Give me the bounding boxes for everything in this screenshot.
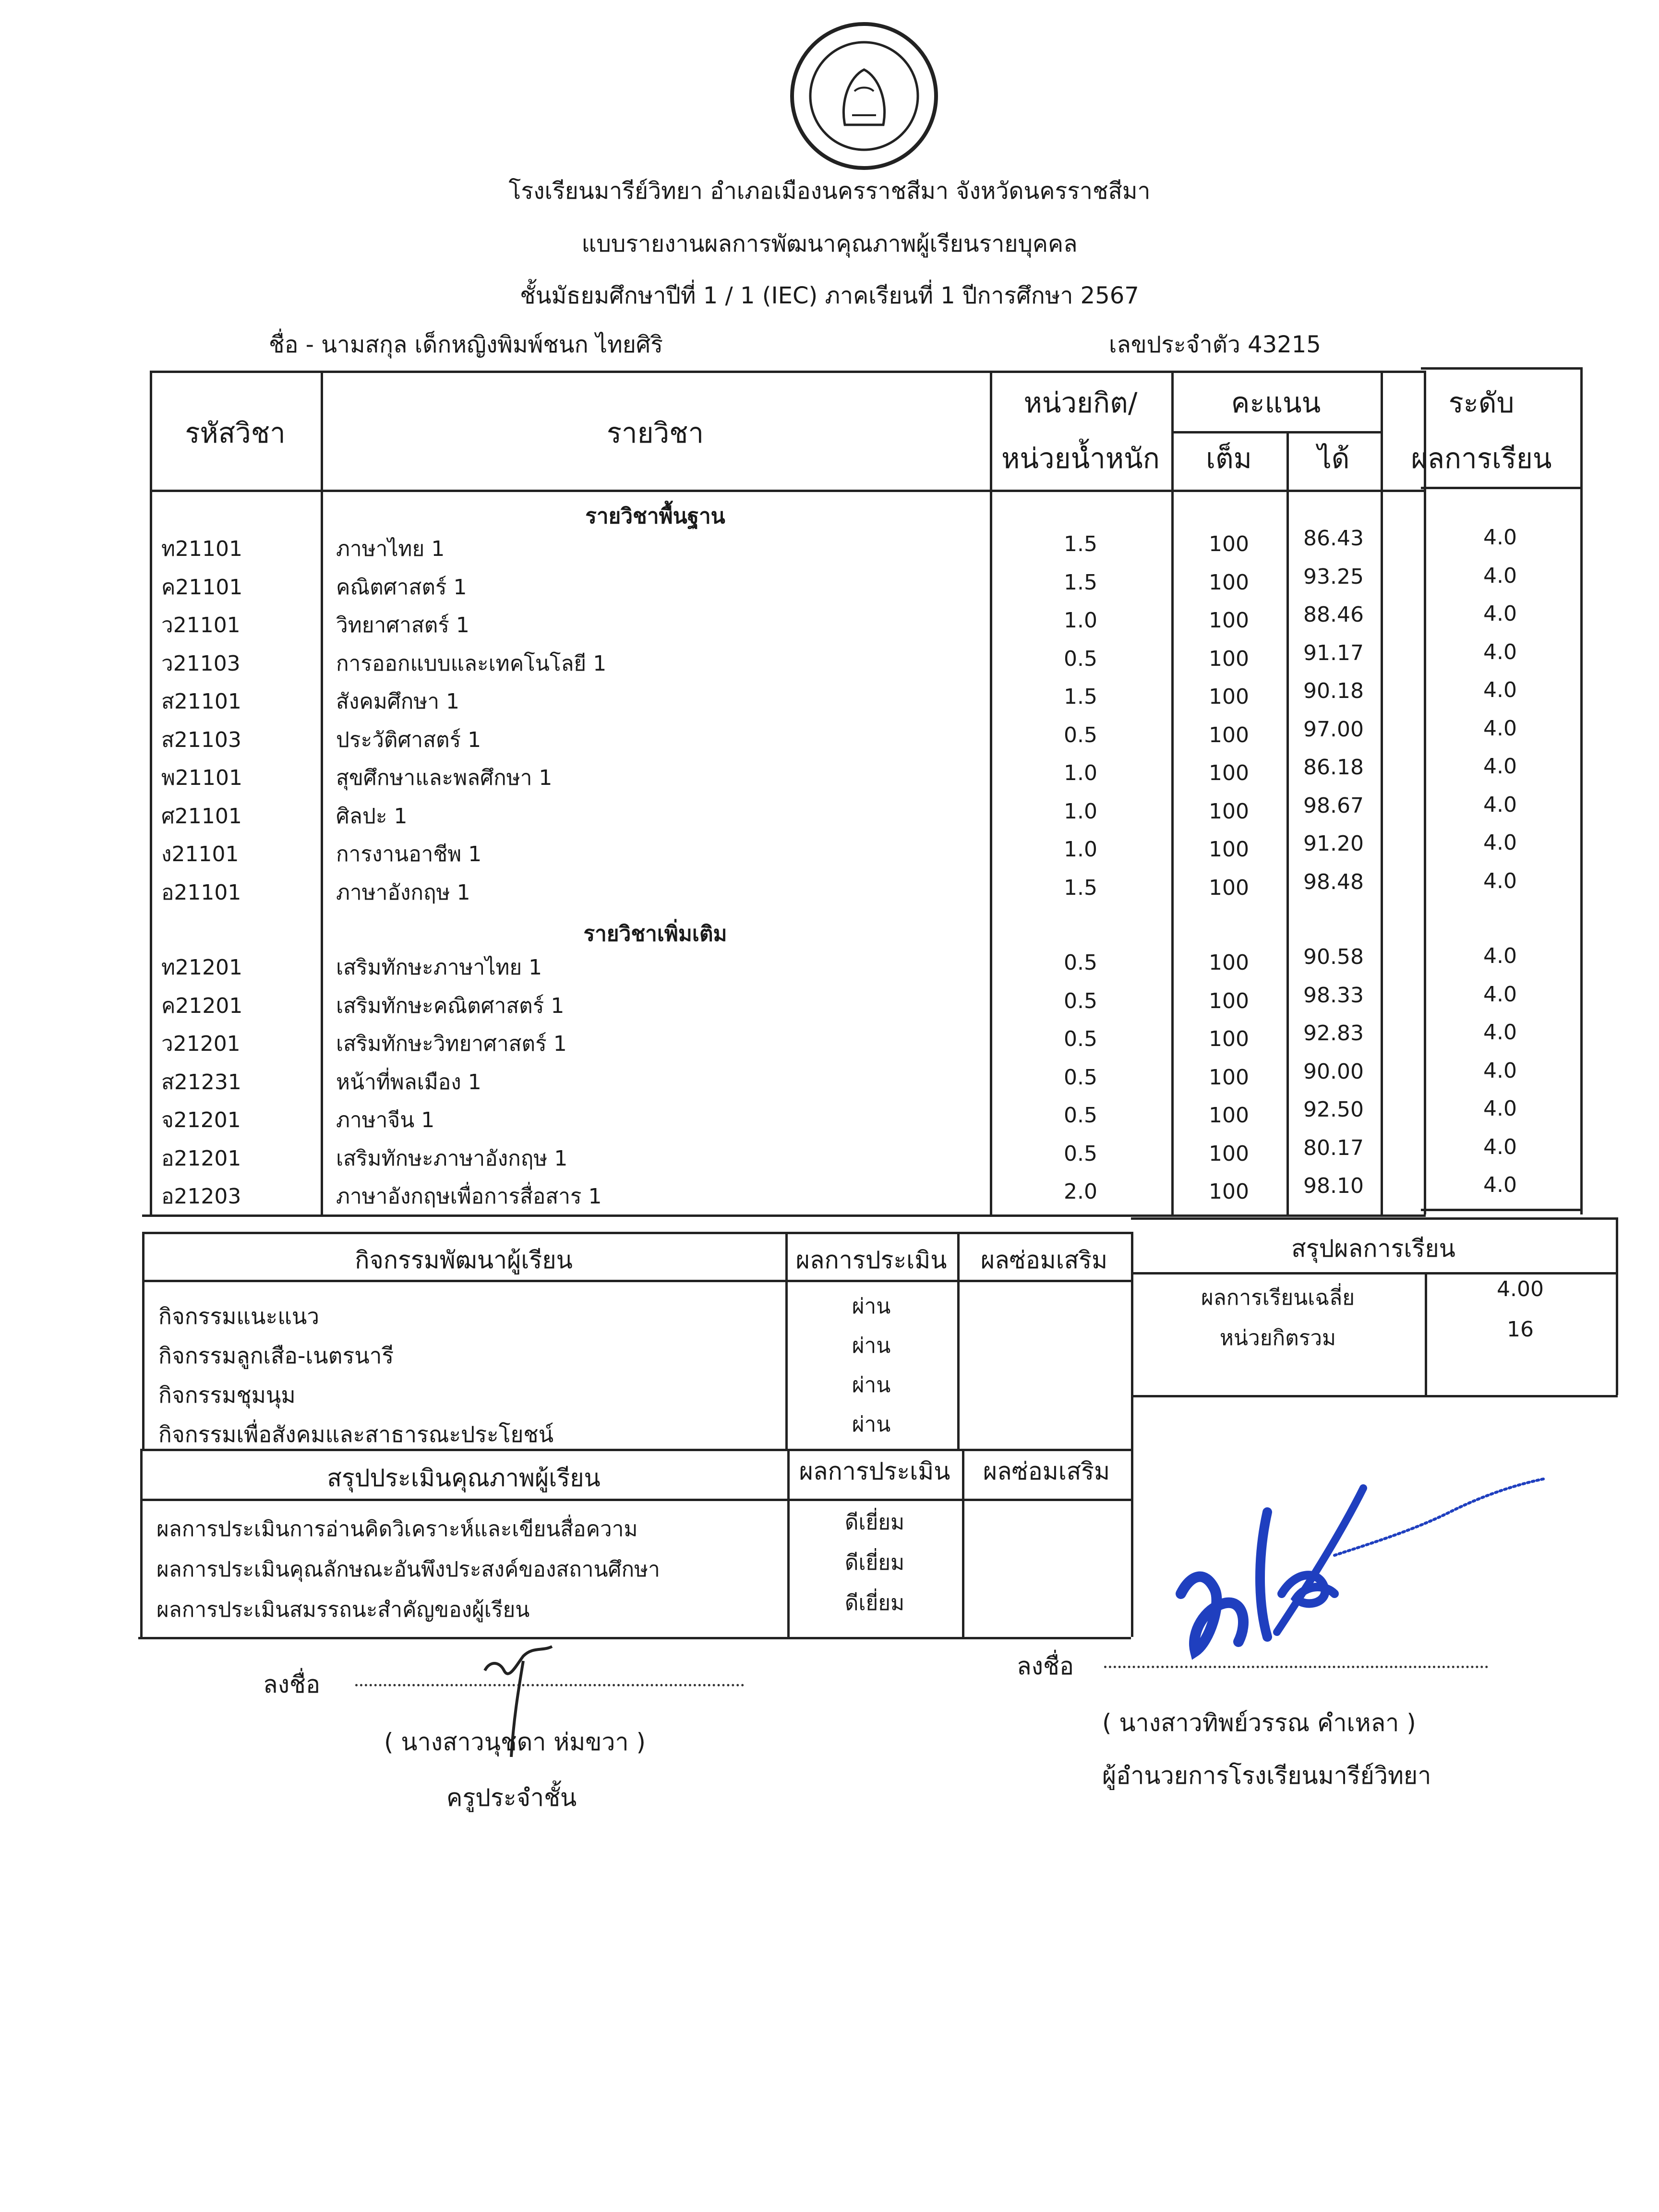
full-score: 100	[1209, 722, 1249, 747]
quality-header-repair: ผลซ่อมเสริม	[983, 1457, 1110, 1485]
full-score: 100	[1209, 988, 1249, 1013]
credit-value: 0.5	[1064, 1065, 1097, 1090]
section-title-additional: รายวิชาเพิ่มเติม	[583, 922, 727, 946]
credit-value: 2.0	[1064, 1179, 1097, 1204]
full-score: 100	[1209, 685, 1249, 709]
left-signer-name: ( นางสาวนุชดา ห่มขวา )	[384, 1728, 646, 1756]
grade-level: 4.0	[1483, 1058, 1517, 1083]
subject-name: ภาษาอังกฤษเพื่อการสื่อสาร 1	[336, 1184, 602, 1209]
section-title-basic: รายวิชาพื้นฐาน	[585, 504, 725, 529]
right-signer-position: ผู้อำนวยการโรงเรียนมารีย์วิทยา	[1102, 1762, 1431, 1790]
full-score: 100	[1209, 875, 1249, 900]
right-signature-mark	[1162, 1450, 1555, 1671]
got-score: 90.00	[1303, 1059, 1364, 1084]
activities-header-result: ผลการประเมิน	[795, 1246, 947, 1274]
got-score: 80.17	[1303, 1135, 1364, 1160]
subject-name: ประวัติศาสตร์ 1	[336, 727, 481, 752]
subject-name: ศิลปะ 1	[336, 804, 408, 829]
student-id: เลขประจำตัว 43215	[1109, 331, 1321, 358]
quality-name: ผลการประเมินสมรรถนะสำคัญของผู้เรียน	[156, 1598, 530, 1622]
grade-level: 4.0	[1483, 639, 1517, 664]
full-score: 100	[1209, 1179, 1249, 1204]
full-score: 100	[1209, 570, 1249, 595]
left-signer-position: ครูประจำชั้น	[446, 1784, 577, 1812]
summary-credits-label: หน่วยกิตรวม	[1219, 1326, 1336, 1350]
quality-name: ผลการประเมินคุณลักษณะอันพึงประสงค์ของสถานศึกษา	[156, 1557, 660, 1582]
subject-code: ค21201	[161, 993, 243, 1018]
got-score: 86.18	[1303, 755, 1364, 780]
got-score: 97.00	[1303, 717, 1364, 742]
credit-value: 0.5	[1064, 988, 1097, 1013]
got-score: 98.48	[1303, 869, 1364, 894]
grade-level: 4.0	[1483, 1173, 1517, 1197]
col-header-score: คะแนน	[1231, 386, 1321, 419]
col-header-credit-1: หน่วยกิต/	[1023, 386, 1138, 419]
credit-value: 1.0	[1064, 837, 1097, 862]
activities-header-repair: ผลซ่อมเสริม	[980, 1246, 1108, 1274]
credit-value: 0.5	[1064, 722, 1097, 747]
subject-code: อ21203	[161, 1184, 241, 1209]
activity-result: ผ่าน	[852, 1334, 891, 1358]
activity-result: ผ่าน	[852, 1412, 891, 1437]
col-header-credit-2: หน่วยน้ำหนัก	[1001, 442, 1160, 475]
activity-result: ผ่าน	[852, 1373, 891, 1397]
got-score: 91.17	[1303, 640, 1364, 665]
col-header-level-2: ผลการเรียน	[1411, 442, 1552, 475]
got-score: 98.67	[1303, 793, 1364, 818]
got-score: 98.33	[1303, 983, 1364, 1008]
subject-code: ศ21101	[161, 804, 242, 829]
got-score: 93.25	[1303, 564, 1364, 589]
quality-header-result: ผลการประเมิน	[799, 1457, 950, 1485]
subject-code: ส21101	[161, 689, 241, 714]
col-header-got: ได้	[1317, 442, 1350, 475]
subject-name: วิทยาศาสตร์ 1	[336, 613, 469, 637]
credit-value: 1.5	[1064, 570, 1097, 595]
quality-result: ดีเยี่ยม	[844, 1551, 905, 1575]
subject-code: ว21201	[161, 1032, 240, 1056]
subject-name: ภาษาจีน 1	[336, 1108, 435, 1132]
got-score: 86.43	[1303, 526, 1364, 551]
full-score: 100	[1209, 761, 1249, 785]
summary-gpa-label: ผลการเรียนเฉลี่ย	[1201, 1286, 1355, 1310]
activity-name: กิจกรรมลูกเสือ-เนตรนารี	[158, 1343, 394, 1369]
activity-name: กิจกรรมเพื่อสังคมและสาธารณะประโยชน์	[158, 1421, 554, 1447]
quality-result: ดีเยี่ยม	[844, 1510, 905, 1535]
full-score: 100	[1209, 646, 1249, 671]
summary-title: สรุปผลการเรียน	[1291, 1235, 1455, 1262]
full-score: 100	[1209, 1027, 1249, 1051]
full-score: 100	[1209, 837, 1249, 862]
grade-level: 4.0	[1483, 525, 1517, 550]
subject-code: ท21101	[161, 537, 242, 561]
grade-level: 4.0	[1483, 754, 1517, 779]
student-name: ชื่อ - นามสกุล เด็กหญิงพิมพ์ชนก ไทยศิริ	[269, 331, 663, 358]
subject-name: การออกแบบและเทคโนโลยี 1	[336, 651, 607, 676]
grade-level: 4.0	[1483, 563, 1517, 588]
grade-level: 4.0	[1483, 1020, 1517, 1045]
full-score: 100	[1209, 1103, 1249, 1128]
grade-level: 4.0	[1483, 792, 1517, 817]
subject-code: อ21101	[161, 880, 241, 905]
got-score: 90.18	[1303, 679, 1364, 703]
full-score: 100	[1209, 532, 1249, 556]
subject-code: ว21101	[161, 613, 240, 637]
activity-result: ผ่าน	[852, 1294, 891, 1319]
subject-code: ว21103	[161, 651, 240, 676]
got-score: 90.58	[1303, 945, 1364, 969]
credit-value: 1.0	[1064, 608, 1097, 633]
subject-code: ส21231	[161, 1070, 241, 1094]
credit-value: 0.5	[1064, 1027, 1097, 1051]
subject-code: ท21201	[161, 955, 242, 980]
got-score: 98.10	[1303, 1174, 1364, 1198]
right-signer-name: ( นางสาวทิพย์วรรณ คำเหลา )	[1102, 1709, 1416, 1737]
subject-name: เสริมทักษะภาษาอังกฤษ 1	[336, 1146, 568, 1171]
credit-value: 1.5	[1064, 875, 1097, 900]
activity-name: กิจกรรมชุมนุม	[158, 1382, 296, 1408]
header-report-title: แบบรายงานผลการพัฒนาคุณภาพผู้เรียนรายบุคคล	[581, 230, 1078, 257]
header-school-line: โรงเรียนมารีย์วิทยา อำเภอเมืองนครราชสีมา จังหวัดนครราชสีมา	[508, 178, 1151, 204]
subject-name: สังคมศึกษา 1	[336, 689, 460, 714]
grade-level: 4.0	[1483, 1134, 1517, 1159]
grade-level: 4.0	[1483, 982, 1517, 1007]
full-score: 100	[1209, 608, 1249, 633]
subject-name: ภาษาไทย 1	[336, 537, 445, 561]
subject-code: ง21101	[161, 842, 239, 866]
subject-code: ค21101	[161, 575, 243, 600]
credit-value: 1.5	[1064, 532, 1097, 556]
activity-name: กิจกรรมแนะแนว	[158, 1303, 320, 1329]
right-sign-label: ลงชื่อ	[1017, 1652, 1074, 1680]
credit-value: 0.5	[1064, 1141, 1097, 1166]
col-header-level-1: ระดับ	[1448, 386, 1515, 419]
credit-value: 0.5	[1064, 1103, 1097, 1128]
grade-level: 4.0	[1483, 1096, 1517, 1121]
got-score: 92.50	[1303, 1097, 1364, 1122]
subject-name: เสริมทักษะวิทยาศาสตร์ 1	[336, 1032, 567, 1056]
full-score: 100	[1209, 799, 1249, 824]
subject-code: จ21201	[161, 1108, 241, 1132]
activities-header-name: กิจกรรมพัฒนาผู้เรียน	[355, 1246, 573, 1274]
quality-name: ผลการประเมินการอ่านคิดวิเคราะห์และเขียนสื่อความ	[156, 1517, 638, 1541]
got-score: 91.20	[1303, 831, 1364, 856]
got-score: 88.46	[1303, 602, 1364, 627]
subject-code: อ21201	[161, 1146, 241, 1171]
subject-code: ส21103	[161, 727, 241, 752]
full-score: 100	[1209, 1141, 1249, 1166]
col-header-subject: รายวิชา	[606, 417, 704, 449]
left-sign-label: ลงชื่อ	[263, 1671, 321, 1698]
quality-result: ดีเยี่ยม	[844, 1591, 905, 1615]
full-score: 100	[1209, 1065, 1249, 1090]
grade-level: 4.0	[1483, 944, 1517, 968]
grade-level: 4.0	[1483, 716, 1517, 741]
got-score: 92.83	[1303, 1021, 1364, 1046]
credit-value: 0.5	[1064, 646, 1097, 671]
grade-level: 4.0	[1483, 678, 1517, 702]
summary-credits-value: 16	[1507, 1317, 1534, 1342]
subject-code: พ21101	[161, 766, 242, 790]
credit-value: 1.0	[1064, 799, 1097, 824]
subject-name: ภาษาอังกฤษ 1	[336, 880, 470, 905]
col-header-code: รหัสวิชา	[185, 417, 286, 449]
credit-value: 0.5	[1064, 950, 1097, 975]
subject-name: การงานอาชีพ 1	[336, 842, 482, 866]
grade-level: 4.0	[1483, 868, 1517, 893]
summary-gpa-value: 4.00	[1497, 1277, 1544, 1301]
subject-name: เสริมทักษะคณิตศาสตร์ 1	[336, 993, 565, 1018]
subject-name: เสริมทักษะภาษาไทย 1	[336, 955, 542, 980]
grade-level: 4.0	[1483, 601, 1517, 626]
header-class-term: ชั้นมัธยมศึกษาปีที่ 1 / 1 (IEC) ภาคเรียนที่ 1 ปีการศึกษา 2567	[520, 282, 1139, 309]
full-score: 100	[1209, 950, 1249, 975]
subject-name: หน้าที่พลเมือง 1	[336, 1070, 481, 1094]
col-header-full: เต็ม	[1206, 442, 1252, 475]
subject-name: คณิตศาสตร์ 1	[336, 575, 467, 600]
grade-level: 4.0	[1483, 830, 1517, 855]
credit-value: 1.0	[1064, 761, 1097, 785]
subject-name: สุขศึกษาและพลศึกษา 1	[336, 766, 553, 790]
quality-header-name: สรุปประเมินคุณภาพผู้เรียน	[327, 1464, 601, 1492]
credit-value: 1.5	[1064, 685, 1097, 709]
